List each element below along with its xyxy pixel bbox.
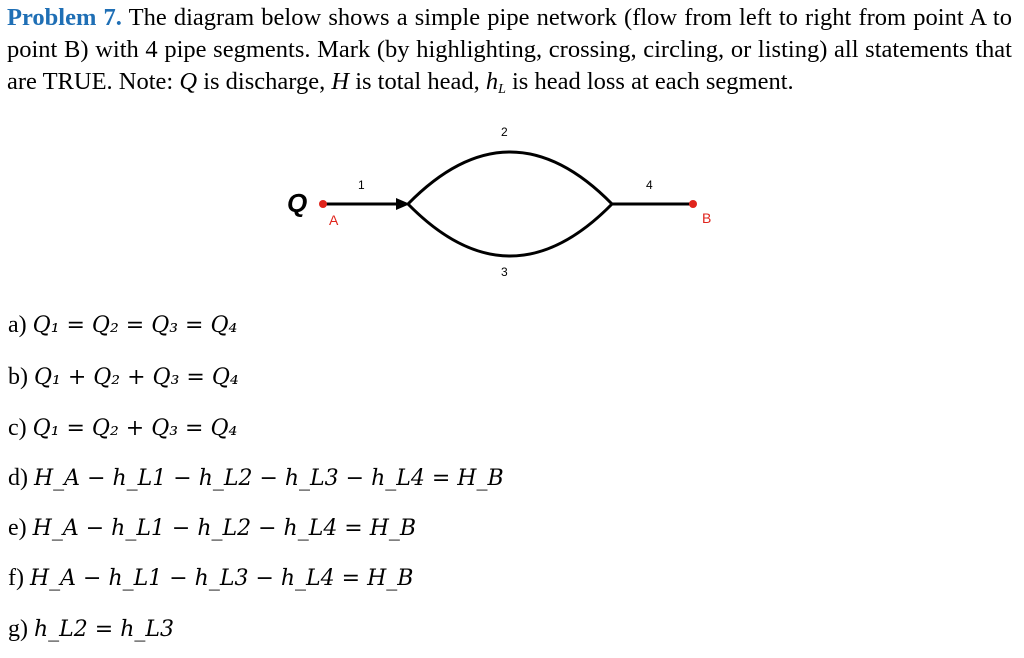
option-f[interactable] — [8, 563, 413, 594]
option-expression: H_A − h_L1 − h_L2 − h_L3 − h_L4 = H_B — [34, 466, 504, 491]
point-b-label: B — [702, 210, 712, 226]
flow-arrow-icon — [396, 198, 410, 210]
option-letter: d) — [8, 465, 28, 491]
flow-q-label: Q — [287, 188, 308, 218]
point-a-dot — [319, 200, 327, 208]
option-letter: c) — [8, 415, 27, 441]
option-expression: H_A − h_L1 − h_L3 − h_L4 = H_B — [29, 566, 414, 591]
problem-text-1: The diagram below shows a simple pipe network (flow from left to right from point A to point B) with 4 pipe segments. Mark (by highlighting, crossing, circling, or listing) all statements that are TRUE. Note: — [7, 4, 1012, 95]
problem-text-2: is discharge, — [197, 68, 332, 95]
option-letter: e) — [8, 515, 27, 541]
problem-label: Problem 7. — [7, 4, 122, 31]
option-letter: b) — [8, 364, 28, 390]
segment-1-label: 1 — [358, 178, 365, 192]
q-symbol: Q — [179, 68, 198, 95]
option-expression: Q₁ + Q₂ + Q₃ = Q₄ — [34, 365, 239, 390]
pipe-network-diagram — [0, 110, 1024, 290]
hl-symbol: h — [485, 68, 499, 95]
pipe-segment-2 — [408, 152, 612, 204]
option-letter: g) — [8, 616, 28, 642]
problem-text-3: is total head, — [349, 68, 486, 95]
point-a-label: A — [329, 212, 339, 228]
h-symbol: H — [331, 68, 350, 95]
option-expression: Q₁ = Q₂ + Q₃ = Q₄ — [32, 416, 238, 441]
point-b-dot — [689, 200, 697, 208]
option-a[interactable] — [8, 310, 237, 341]
problem-text-4: is head loss at each segment. — [505, 68, 794, 95]
segment-2-label: 2 — [501, 125, 508, 139]
option-expression: Q₁ = Q₂ = Q₃ = Q₄ — [32, 313, 238, 338]
option-g[interactable] — [8, 614, 174, 645]
pipe-segment-3 — [408, 204, 612, 256]
option-letter: a) — [8, 312, 27, 338]
option-b[interactable] — [8, 362, 239, 393]
option-e[interactable] — [8, 513, 416, 544]
option-c[interactable] — [8, 413, 237, 444]
problem-statement — [7, 2, 1012, 98]
option-expression: H_A − h_L1 − h_L2 − h_L4 = H_B — [32, 516, 417, 541]
option-letter: f) — [8, 565, 24, 591]
segment-4-label: 4 — [646, 178, 653, 192]
option-d[interactable] — [8, 463, 504, 494]
option-expression: h_L2 = h_L3 — [34, 617, 174, 642]
segment-3-label: 3 — [501, 265, 508, 279]
hl-subscript: L — [498, 82, 506, 97]
